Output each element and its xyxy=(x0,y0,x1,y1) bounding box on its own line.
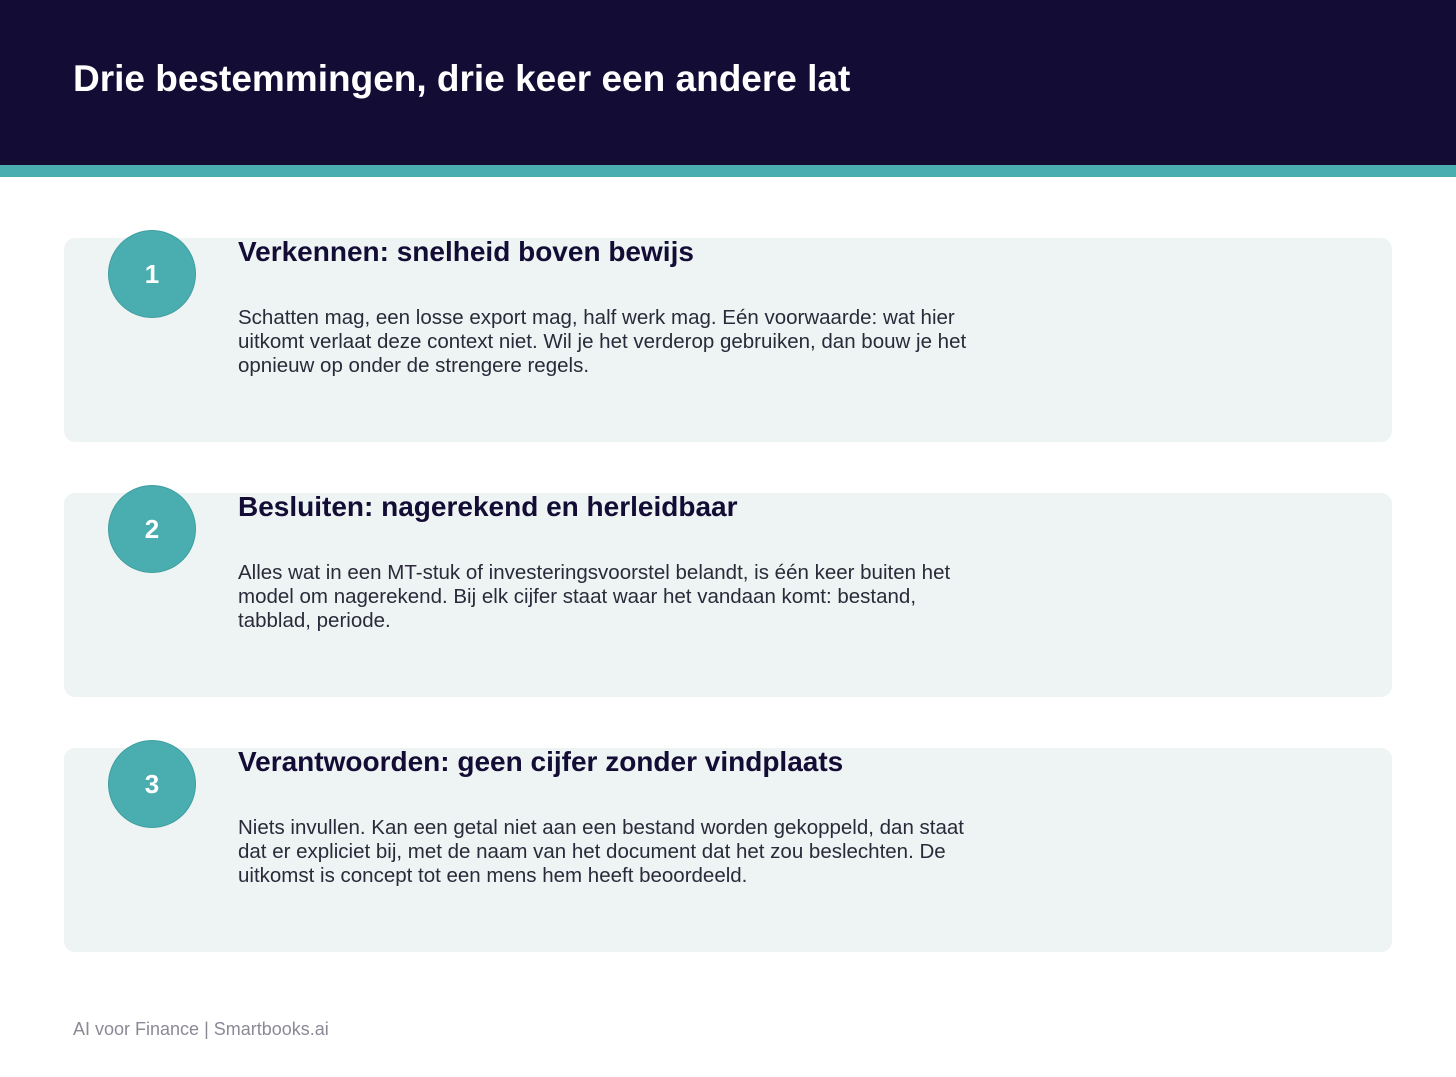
step-number-badge: 3 xyxy=(108,740,196,828)
footer-credit: AI voor Finance | Smartbooks.ai xyxy=(73,1019,329,1039)
step-card-1 xyxy=(64,238,1392,442)
step-title: Besluiten: nagerekend en herleidbaar xyxy=(238,491,738,522)
step-description: Alles wat in een MT-stuk of investeringsvoorstel belandt, is één keer buiten het model om nagerekend. Bij elk cijfer staat waar het vandaan komt: bestand, tabblad, periode. xyxy=(238,561,951,632)
step-number-badge: 1 xyxy=(108,230,196,318)
step-card-3 xyxy=(64,748,1392,952)
step-title: Verantwoorden: geen cijfer zonder vindplaats xyxy=(238,746,844,777)
accent-divider xyxy=(0,165,1456,177)
step-title: Verkennen: snelheid boven bewijs xyxy=(238,236,694,267)
step-description: Niets invullen. Kan een getal niet aan een bestand worden gekoppeld, dan staat dat er expliciet bij, met de naam van het document dat het zou beslechten. De uitkomst is concept tot een mens hem heeft beoordeeld. xyxy=(238,816,964,887)
step-card-2 xyxy=(64,493,1392,697)
step-number-badge: 2 xyxy=(108,485,196,573)
step-description: Schatten mag, een losse export mag, half werk mag. Eén voorwaarde: wat hier uitkomt verlaat deze context niet. Wil je het verderop gebruiken, dan bouw je het opnieuw op onder de strengere regels. xyxy=(238,306,967,377)
page-title: Drie bestemmingen, drie keer een andere lat xyxy=(73,58,851,99)
header-banner xyxy=(0,0,1456,165)
